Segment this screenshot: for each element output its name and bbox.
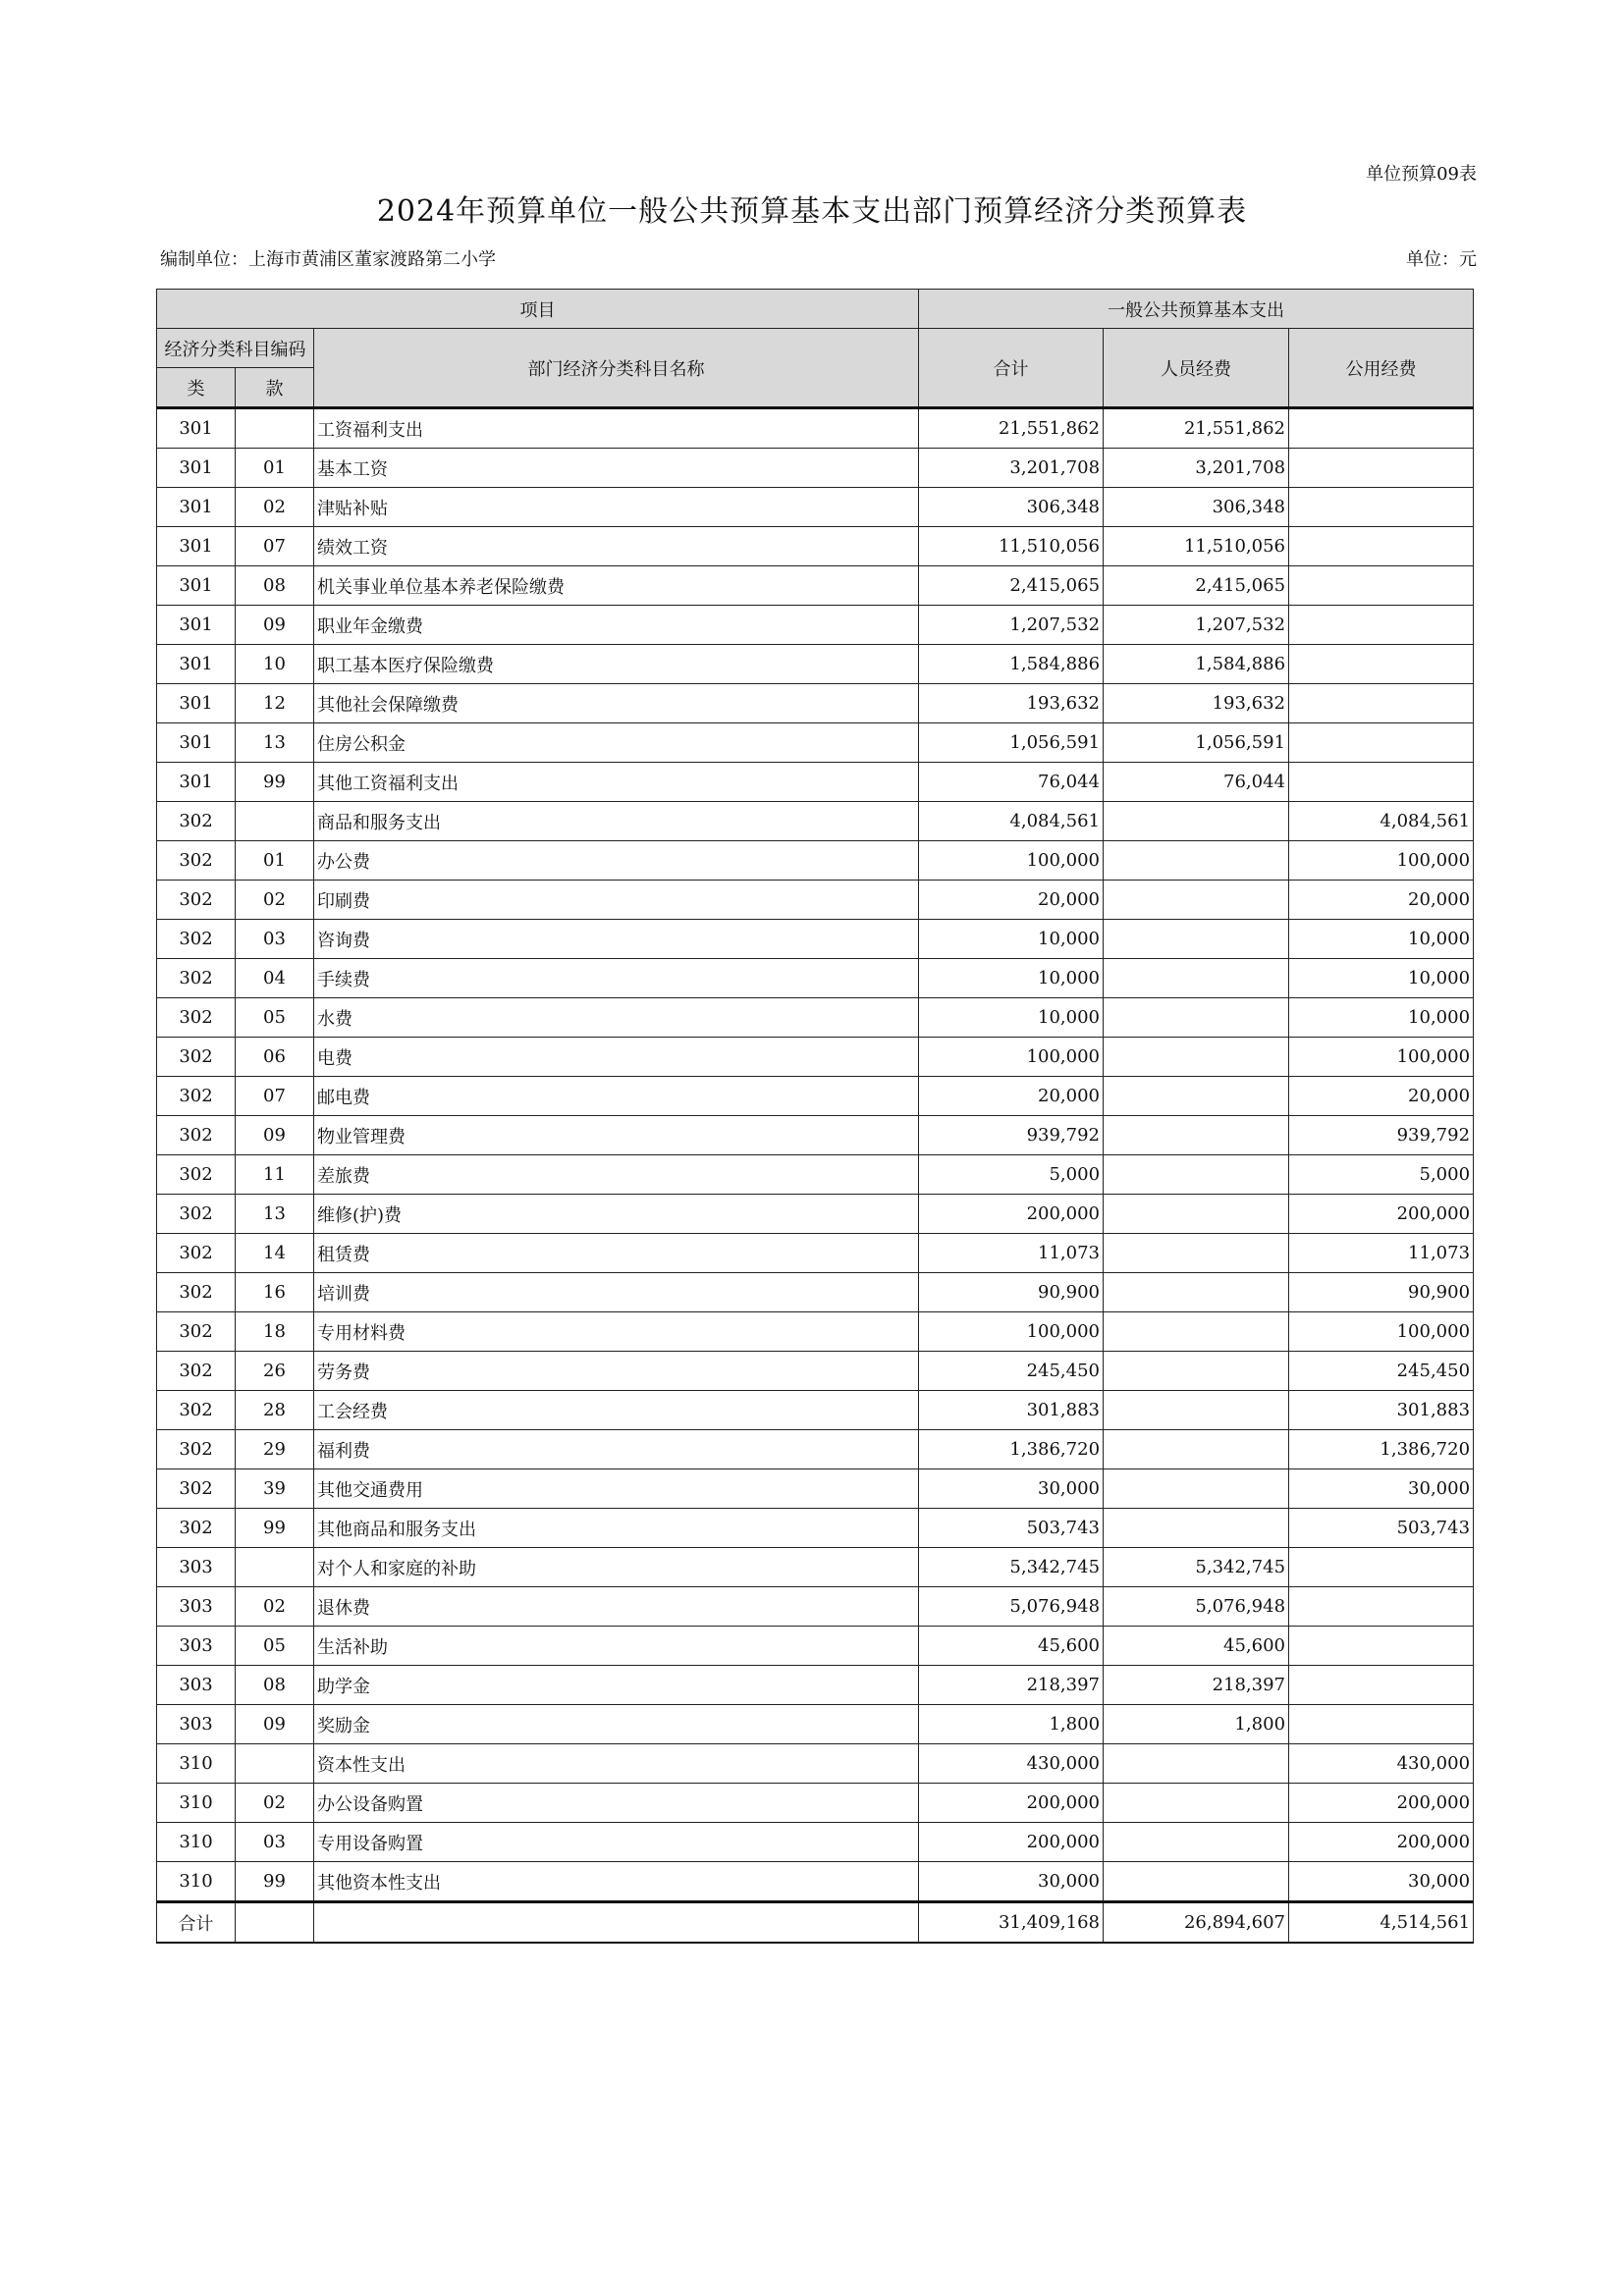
- cell-lei: 310: [157, 1784, 236, 1823]
- cell-name: 其他资本性支出: [314, 1862, 919, 1902]
- cell-kuan: 09: [236, 606, 314, 645]
- cell-name: 印刷费: [314, 881, 919, 920]
- cell-personnel: [1104, 1430, 1289, 1469]
- cell-lei: 301: [157, 684, 236, 723]
- cell-total: 1,056,591: [919, 723, 1104, 763]
- cell-public: 939,792: [1289, 1116, 1474, 1155]
- cell-name: 邮电费: [314, 1077, 919, 1116]
- cell-personnel: 21,551,862: [1104, 408, 1289, 449]
- cell-lei: 302: [157, 1273, 236, 1312]
- cell-lei: 301: [157, 527, 236, 566]
- cell-name: 商品和服务支出: [314, 802, 919, 841]
- cell-lei: 303: [157, 1705, 236, 1744]
- cell-name: 办公费: [314, 841, 919, 881]
- cell-total: 20,000: [919, 881, 1104, 920]
- table-row: [157, 1391, 1474, 1430]
- cell-lei: 302: [157, 1077, 236, 1116]
- cell-personnel: [1104, 1509, 1289, 1548]
- cell-personnel: [1104, 1038, 1289, 1077]
- total-personnel: 26,894,607: [1104, 1902, 1289, 1944]
- cell-total: 245,450: [919, 1352, 1104, 1391]
- cell-kuan: 03: [236, 920, 314, 959]
- cell-personnel: [1104, 1744, 1289, 1784]
- cell-personnel: [1104, 1469, 1289, 1509]
- cell-personnel: 1,207,532: [1104, 606, 1289, 645]
- currency-unit: 单位：元: [1406, 249, 1477, 270]
- cell-lei: 302: [157, 1509, 236, 1548]
- cell-total: 430,000: [919, 1744, 1104, 1784]
- cell-total: 100,000: [919, 1312, 1104, 1352]
- cell-total: 30,000: [919, 1862, 1104, 1902]
- cell-kuan: 07: [236, 527, 314, 566]
- cell-lei: 302: [157, 1391, 236, 1430]
- cell-total: 193,632: [919, 684, 1104, 723]
- table-row: [157, 1509, 1474, 1548]
- cell-total: 11,510,056: [919, 527, 1104, 566]
- cell-name: 职工基本医疗保险缴费: [314, 645, 919, 684]
- cell-total: 200,000: [919, 1195, 1104, 1234]
- cell-kuan: [236, 1548, 314, 1587]
- table-row: [157, 606, 1474, 645]
- cell-personnel: 11,510,056: [1104, 527, 1289, 566]
- table-row: [157, 763, 1474, 802]
- cell-public: 30,000: [1289, 1862, 1474, 1902]
- cell-personnel: [1104, 959, 1289, 998]
- cell-name: 生活补助: [314, 1627, 919, 1666]
- cell-lei: 302: [157, 1312, 236, 1352]
- cell-total: 5,076,948: [919, 1587, 1104, 1627]
- table-row: [157, 527, 1474, 566]
- table-row: [157, 1116, 1474, 1155]
- cell-name: 办公设备购置: [314, 1784, 919, 1823]
- cell-kuan: 04: [236, 959, 314, 998]
- cell-public: [1289, 1548, 1474, 1587]
- cell-lei: 302: [157, 1352, 236, 1391]
- cell-public: [1289, 763, 1474, 802]
- cell-kuan: 13: [236, 723, 314, 763]
- header-personnel: 人员经费: [1104, 329, 1289, 408]
- table-row: [157, 1430, 1474, 1469]
- cell-name: 职业年金缴费: [314, 606, 919, 645]
- cell-lei: 310: [157, 1823, 236, 1862]
- cell-lei: 301: [157, 488, 236, 527]
- cell-kuan: 09: [236, 1705, 314, 1744]
- cell-total: 10,000: [919, 959, 1104, 998]
- cell-public: 11,073: [1289, 1234, 1474, 1273]
- cell-personnel: [1104, 1823, 1289, 1862]
- total-public: 4,514,561: [1289, 1902, 1474, 1944]
- header-public: 公用经费: [1289, 329, 1474, 408]
- cell-kuan: 01: [236, 449, 314, 488]
- table-row: [157, 449, 1474, 488]
- cell-public: [1289, 1705, 1474, 1744]
- cell-lei: 302: [157, 1430, 236, 1469]
- cell-total: 10,000: [919, 920, 1104, 959]
- cell-name: 劳务费: [314, 1352, 919, 1391]
- table-row: [157, 408, 1474, 449]
- cell-name: 资本性支出: [314, 1744, 919, 1784]
- table-row: [157, 723, 1474, 763]
- cell-kuan: 08: [236, 566, 314, 606]
- cell-public: 100,000: [1289, 841, 1474, 881]
- table-row: [157, 1352, 1474, 1391]
- header-item: 项目: [157, 290, 919, 329]
- cell-public: 4,084,561: [1289, 802, 1474, 841]
- cell-lei: 310: [157, 1862, 236, 1902]
- table-row: [157, 1469, 1474, 1509]
- cell-kuan: 29: [236, 1430, 314, 1469]
- cell-name: 其他社会保障缴费: [314, 684, 919, 723]
- table-row: [157, 1038, 1474, 1077]
- cell-public: [1289, 1627, 1474, 1666]
- cell-lei: 302: [157, 1116, 236, 1155]
- cell-name: 租赁费: [314, 1234, 919, 1273]
- cell-total: 100,000: [919, 1038, 1104, 1077]
- table-row: [157, 802, 1474, 841]
- cell-total: 2,415,065: [919, 566, 1104, 606]
- table-row: [157, 488, 1474, 527]
- cell-total: 200,000: [919, 1823, 1104, 1862]
- cell-personnel: [1104, 1077, 1289, 1116]
- cell-name: 专用设备购置: [314, 1823, 919, 1862]
- cell-kuan: 02: [236, 881, 314, 920]
- cell-total: 301,883: [919, 1391, 1104, 1430]
- cell-name: 其他工资福利支出: [314, 763, 919, 802]
- cell-personnel: 1,584,886: [1104, 645, 1289, 684]
- cell-lei: 302: [157, 881, 236, 920]
- cell-kuan: [236, 802, 314, 841]
- cell-personnel: [1104, 802, 1289, 841]
- cell-personnel: 193,632: [1104, 684, 1289, 723]
- cell-kuan: 11: [236, 1155, 314, 1195]
- table-row: [157, 684, 1474, 723]
- table-row: [157, 1823, 1474, 1862]
- cell-name: 咨询费: [314, 920, 919, 959]
- cell-kuan: 99: [236, 1862, 314, 1902]
- cell-personnel: 45,600: [1104, 1627, 1289, 1666]
- cell-public: [1289, 449, 1474, 488]
- cell-lei: 303: [157, 1587, 236, 1627]
- cell-lei: 301: [157, 645, 236, 684]
- cell-public: 245,450: [1289, 1352, 1474, 1391]
- table-body: [157, 408, 1474, 1944]
- cell-kuan: 05: [236, 998, 314, 1038]
- cell-kuan: 08: [236, 1666, 314, 1705]
- cell-personnel: [1104, 1273, 1289, 1312]
- cell-public: [1289, 1587, 1474, 1627]
- cell-personnel: [1104, 1195, 1289, 1234]
- cell-kuan: 02: [236, 1784, 314, 1823]
- cell-public: 10,000: [1289, 959, 1474, 998]
- total-row: [157, 1902, 1474, 1944]
- cell-kuan: 02: [236, 488, 314, 527]
- cell-name: 对个人和家庭的补助: [314, 1548, 919, 1587]
- cell-personnel: [1104, 1234, 1289, 1273]
- cell-public: 430,000: [1289, 1744, 1474, 1784]
- table-row: [157, 920, 1474, 959]
- cell-name: 其他交通费用: [314, 1469, 919, 1509]
- header-lei: 类: [157, 368, 236, 408]
- cell-lei: 302: [157, 1234, 236, 1273]
- cell-personnel: [1104, 1784, 1289, 1823]
- cell-personnel: 76,044: [1104, 763, 1289, 802]
- cell-name: 维修(护)费: [314, 1195, 919, 1234]
- table-row: [157, 1195, 1474, 1234]
- cell-personnel: 5,076,948: [1104, 1587, 1289, 1627]
- cell-public: [1289, 684, 1474, 723]
- table-row: [157, 1862, 1474, 1902]
- cell-lei: 301: [157, 763, 236, 802]
- cell-lei: 302: [157, 1038, 236, 1077]
- cell-personnel: 1,800: [1104, 1705, 1289, 1744]
- cell-lei: 301: [157, 408, 236, 449]
- cell-total: 1,386,720: [919, 1430, 1104, 1469]
- cell-kuan: 26: [236, 1352, 314, 1391]
- cell-kuan: 02: [236, 1587, 314, 1627]
- cell-lei: 302: [157, 841, 236, 881]
- cell-name: 其他商品和服务支出: [314, 1509, 919, 1548]
- cell-personnel: [1104, 1312, 1289, 1352]
- table-row: [157, 959, 1474, 998]
- cell-lei: 302: [157, 1155, 236, 1195]
- cell-kuan: 05: [236, 1627, 314, 1666]
- table-row: [157, 645, 1474, 684]
- cell-lei: 301: [157, 723, 236, 763]
- cell-total: 21,551,862: [919, 408, 1104, 449]
- header-kuan: 款: [236, 368, 314, 408]
- cell-total: 939,792: [919, 1116, 1104, 1155]
- table-row: [157, 841, 1474, 881]
- header-total: 合计: [919, 329, 1104, 408]
- cell-name: 差旅费: [314, 1155, 919, 1195]
- cell-lei: 303: [157, 1627, 236, 1666]
- cell-kuan: 39: [236, 1469, 314, 1509]
- table-row: [157, 1548, 1474, 1587]
- cell-personnel: [1104, 920, 1289, 959]
- cell-personnel: 2,415,065: [1104, 566, 1289, 606]
- budget-table: [156, 289, 1474, 1944]
- cell-name: 培训费: [314, 1273, 919, 1312]
- cell-public: 20,000: [1289, 1077, 1474, 1116]
- cell-lei: 301: [157, 566, 236, 606]
- cell-kuan: 18: [236, 1312, 314, 1352]
- cell-total: 1,207,532: [919, 606, 1104, 645]
- cell-kuan: 99: [236, 763, 314, 802]
- cell-total: 90,900: [919, 1273, 1104, 1312]
- cell-public: 30,000: [1289, 1469, 1474, 1509]
- cell-public: [1289, 566, 1474, 606]
- header-code: 经济分类科目编码: [157, 329, 314, 368]
- table-row: [157, 1155, 1474, 1195]
- cell-total: 11,073: [919, 1234, 1104, 1273]
- cell-total: 5,000: [919, 1155, 1104, 1195]
- table-row: [157, 1273, 1474, 1312]
- cell-kuan: 16: [236, 1273, 314, 1312]
- cell-total: 10,000: [919, 998, 1104, 1038]
- cell-name: 退休费: [314, 1587, 919, 1627]
- cell-kuan: 09: [236, 1116, 314, 1155]
- cell-personnel: [1104, 1391, 1289, 1430]
- cell-public: 1,386,720: [1289, 1430, 1474, 1469]
- cell-personnel: 3,201,708: [1104, 449, 1289, 488]
- form-number: 单位预算09表: [1366, 164, 1477, 185]
- cell-lei: 302: [157, 802, 236, 841]
- total-label: 合计: [157, 1902, 236, 1944]
- compiling-unit: 编制单位：上海市黄浦区董家渡路第二小学: [160, 249, 496, 270]
- cell-public: 200,000: [1289, 1784, 1474, 1823]
- cell-total: 306,348: [919, 488, 1104, 527]
- cell-lei: 310: [157, 1744, 236, 1784]
- cell-public: [1289, 723, 1474, 763]
- table-row: [157, 1627, 1474, 1666]
- table-row: [157, 566, 1474, 606]
- cell-lei: 302: [157, 1469, 236, 1509]
- cell-total: 3,201,708: [919, 449, 1104, 488]
- cell-total: 76,044: [919, 763, 1104, 802]
- cell-personnel: [1104, 1116, 1289, 1155]
- cell-name: 水费: [314, 998, 919, 1038]
- cell-name: 物业管理费: [314, 1116, 919, 1155]
- table-row: [157, 1705, 1474, 1744]
- cell-public: [1289, 606, 1474, 645]
- cell-name: 基本工资: [314, 449, 919, 488]
- cell-kuan: 03: [236, 1823, 314, 1862]
- cell-kuan: [236, 1744, 314, 1784]
- header-general-budget: 一般公共预算基本支出: [919, 290, 1474, 329]
- cell-total: 1,800: [919, 1705, 1104, 1744]
- cell-personnel: [1104, 1352, 1289, 1391]
- cell-personnel: [1104, 998, 1289, 1038]
- cell-kuan: 13: [236, 1195, 314, 1234]
- table-row: [157, 1587, 1474, 1627]
- cell-personnel: [1104, 1862, 1289, 1902]
- cell-lei: 302: [157, 998, 236, 1038]
- cell-name: 工资福利支出: [314, 408, 919, 449]
- table-row: [157, 881, 1474, 920]
- cell-total: 218,397: [919, 1666, 1104, 1705]
- cell-kuan: 14: [236, 1234, 314, 1273]
- cell-lei: 302: [157, 959, 236, 998]
- cell-kuan: [236, 408, 314, 449]
- cell-name: 住房公积金: [314, 723, 919, 763]
- cell-public: 200,000: [1289, 1195, 1474, 1234]
- table-row: [157, 1666, 1474, 1705]
- cell-total: 30,000: [919, 1469, 1104, 1509]
- cell-name: 绩效工资: [314, 527, 919, 566]
- cell-lei: 302: [157, 920, 236, 959]
- cell-kuan: 99: [236, 1509, 314, 1548]
- cell-lei: 301: [157, 449, 236, 488]
- table-header: [157, 290, 1474, 408]
- cell-lei: 303: [157, 1548, 236, 1587]
- cell-kuan: 12: [236, 684, 314, 723]
- cell-total: 45,600: [919, 1627, 1104, 1666]
- header-name: 部门经济分类科目名称: [314, 329, 919, 408]
- cell-lei: 303: [157, 1666, 236, 1705]
- cell-name: 助学金: [314, 1666, 919, 1705]
- table-row: [157, 1234, 1474, 1273]
- total-total: 31,409,168: [919, 1902, 1104, 1944]
- cell-personnel: [1104, 841, 1289, 881]
- cell-public: 5,000: [1289, 1155, 1474, 1195]
- cell-public: [1289, 1666, 1474, 1705]
- cell-name: 专用材料费: [314, 1312, 919, 1352]
- cell-personnel: 1,056,591: [1104, 723, 1289, 763]
- cell-lei: 301: [157, 606, 236, 645]
- cell-public: 301,883: [1289, 1391, 1474, 1430]
- cell-name: 津贴补贴: [314, 488, 919, 527]
- cell-total: 100,000: [919, 841, 1104, 881]
- cell-name: 电费: [314, 1038, 919, 1077]
- cell-personnel: [1104, 1155, 1289, 1195]
- cell-total: 1,584,886: [919, 645, 1104, 684]
- table-row: [157, 1312, 1474, 1352]
- cell-public: 10,000: [1289, 998, 1474, 1038]
- cell-public: [1289, 408, 1474, 449]
- cell-personnel: 218,397: [1104, 1666, 1289, 1705]
- cell-public: [1289, 488, 1474, 527]
- cell-public: 100,000: [1289, 1038, 1474, 1077]
- cell-kuan: 01: [236, 841, 314, 881]
- cell-personnel: 5,342,745: [1104, 1548, 1289, 1587]
- cell-kuan: 28: [236, 1391, 314, 1430]
- cell-lei: 302: [157, 1195, 236, 1234]
- table-row: [157, 1077, 1474, 1116]
- cell-public: 100,000: [1289, 1312, 1474, 1352]
- page-title: 2024年预算单位一般公共预算基本支出部门预算经济分类预算表: [376, 194, 1248, 229]
- table-row: [157, 1784, 1474, 1823]
- cell-name: 机关事业单位基本养老保险缴费: [314, 566, 919, 606]
- cell-kuan: 06: [236, 1038, 314, 1077]
- cell-kuan: 07: [236, 1077, 314, 1116]
- cell-name: 福利费: [314, 1430, 919, 1469]
- cell-total: 20,000: [919, 1077, 1104, 1116]
- cell-name: 手续费: [314, 959, 919, 998]
- cell-public: 503,743: [1289, 1509, 1474, 1548]
- cell-kuan: 10: [236, 645, 314, 684]
- cell-personnel: [1104, 881, 1289, 920]
- cell-total: 200,000: [919, 1784, 1104, 1823]
- cell-public: 20,000: [1289, 881, 1474, 920]
- cell-public: 10,000: [1289, 920, 1474, 959]
- cell-public: 90,900: [1289, 1273, 1474, 1312]
- cell-public: [1289, 645, 1474, 684]
- table-row: [157, 998, 1474, 1038]
- cell-total: 4,084,561: [919, 802, 1104, 841]
- cell-public: 200,000: [1289, 1823, 1474, 1862]
- table-row: [157, 1744, 1474, 1784]
- cell-name: 奖励金: [314, 1705, 919, 1744]
- cell-total: 503,743: [919, 1509, 1104, 1548]
- cell-public: [1289, 527, 1474, 566]
- cell-total: 5,342,745: [919, 1548, 1104, 1587]
- cell-personnel: 306,348: [1104, 488, 1289, 527]
- cell-name: 工会经费: [314, 1391, 919, 1430]
